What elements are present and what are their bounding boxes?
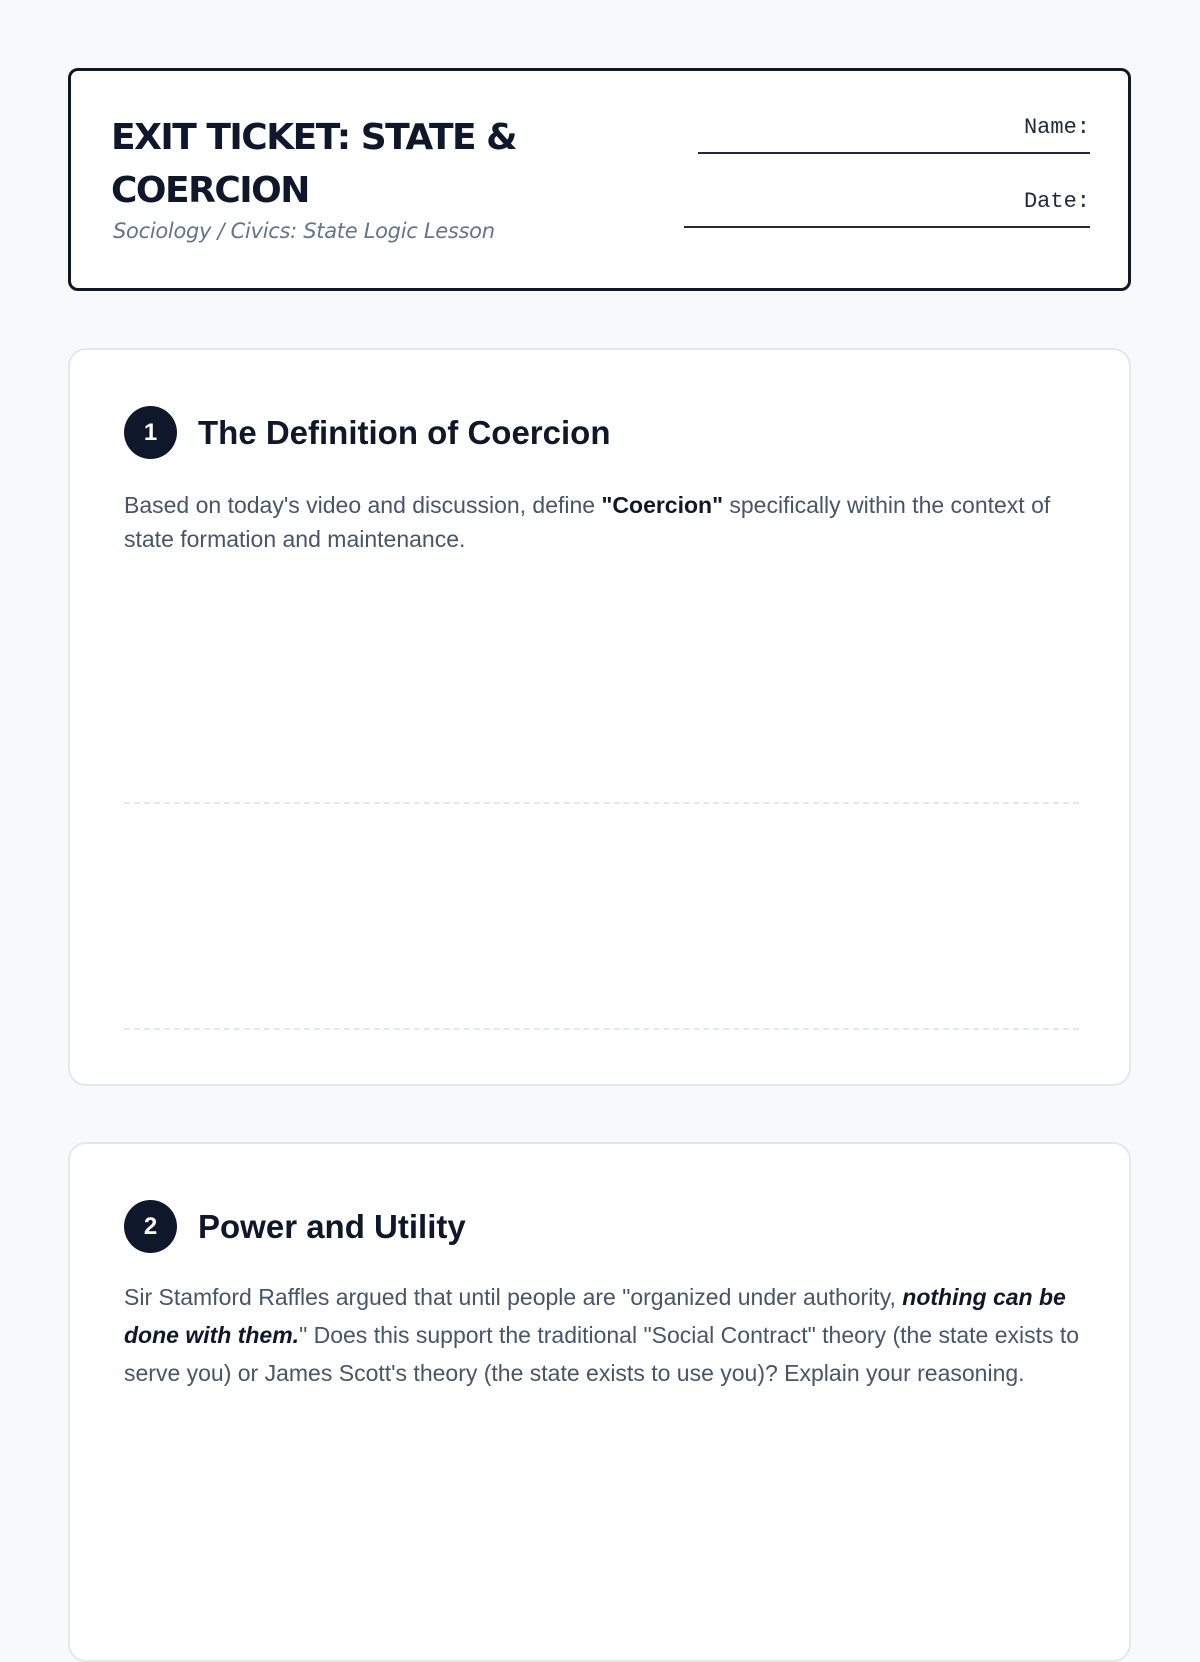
answer-line[interactable] — [124, 802, 1079, 804]
prompt-emphasis: nothing can be done with them. — [124, 1284, 1066, 1348]
question-number-badge: 2 — [124, 1200, 177, 1253]
question-header — [124, 1200, 466, 1253]
question-card-1 — [68, 348, 1131, 1086]
page-title: EXIT TICKET: STATE & COERCION — [111, 117, 517, 211]
prompt-text: Sir Stamford Raffles argued that until people are "organized under authority, — [124, 1284, 903, 1310]
prompt-text: Based on today's video and discussion, define — [124, 492, 602, 518]
question-header — [124, 406, 610, 459]
prompt-text: specifically within the context of state formation and maintenance. — [124, 492, 1051, 552]
date-field[interactable] — [684, 189, 1090, 228]
name-label: Name: — [1023, 115, 1090, 140]
worksheet-header — [68, 68, 1131, 291]
question-prompt — [124, 1278, 1084, 1392]
name-field[interactable] — [698, 115, 1090, 154]
question-prompt — [124, 488, 1084, 556]
page-subtitle: Sociology / Civics: State Logic Lesson — [113, 219, 495, 243]
question-title: Power and Utility — [198, 1207, 466, 1245]
prompt-text: " Does this support the traditional "Social Contract" theory (the state exists to serve you) or James Scott's theory (the state exists to use you)? Explain your reasoning. — [124, 1322, 1080, 1386]
name-blank-line[interactable] — [698, 152, 1090, 154]
answer-line[interactable] — [124, 1028, 1079, 1030]
question-title: The Definition of Coercion — [198, 413, 611, 451]
date-label: Date: — [1023, 189, 1090, 214]
question-card-2 — [68, 1142, 1131, 1662]
question-number-badge: 1 — [124, 406, 177, 459]
prompt-emphasis: "Coercion" — [601, 492, 723, 518]
date-blank-line[interactable] — [684, 226, 1090, 228]
